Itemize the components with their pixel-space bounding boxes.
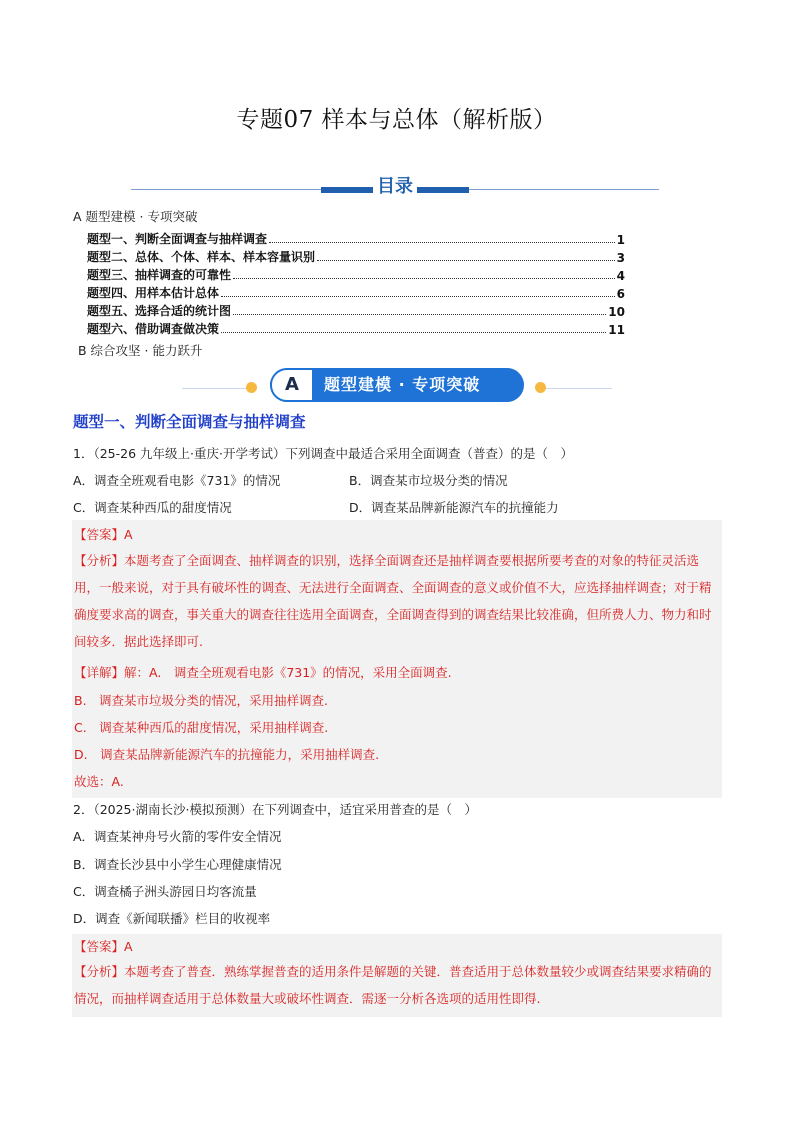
q2-stem: 2．（2025·湖南长沙·模拟预测）在下列调查中，适宜采用普查的是（ ）	[73, 802, 477, 817]
q1-detail-d: D. 调查某品牌新能源汽车的抗撞能力，采用抽样调查.	[74, 747, 380, 762]
toc-part-a: A 题型建模 · 专项突破	[73, 209, 198, 224]
toc-title: 目录	[373, 174, 417, 200]
q1-detail-b: B. 调查某市垃圾分类的情况，采用抽样调查.	[74, 693, 329, 708]
banner-pill	[270, 368, 524, 402]
q1-option-a: A．调查全班观看电影《731》的情况	[73, 473, 281, 488]
q1-detail-a: 【详解】解：A. 调查全班观看电影《731》的情况，采用全面调查.	[74, 665, 452, 680]
toc-bar-left	[321, 187, 373, 193]
q2-option-d: D．调查《新闻联播》栏目的收视率	[73, 911, 271, 926]
q1-option-c: C．调查某种西瓜的甜度情况	[73, 500, 232, 515]
toc-item-2[interactable]: 题型二、总体、个体、样本、样本容量识别 3	[87, 250, 625, 265]
toc-part-b: B 综合攻坚 · 能力跃升	[78, 343, 203, 358]
toc-bar-right	[417, 187, 469, 193]
toc-heading	[131, 174, 659, 200]
toc-item-4[interactable]: 题型四、用样本估计总体 6	[87, 286, 625, 301]
banner-dot-right	[535, 382, 546, 393]
banner-line-right	[542, 388, 612, 389]
banner-text: 题型建模 · 专项突破	[324, 375, 481, 394]
q1-option-b: B．调查某市垃圾分类的情况	[349, 473, 508, 488]
banner-dot-left	[246, 382, 257, 393]
q1-option-d: D．调查某品牌新能源汽车的抗撞能力	[349, 500, 559, 515]
page-title: 专题07 样本与总体（解析版）	[236, 107, 557, 133]
q2-option-c: C．调查橘子洲头游园日均客流量	[73, 884, 257, 899]
section-title: 题型一、判断全面调查与抽样调查	[73, 413, 306, 431]
q2-option-b: B．调查长沙县中小学生心理健康情况	[73, 857, 282, 872]
banner-letter: A	[270, 368, 314, 402]
toc-item-3[interactable]: 题型三、抽样调查的可靠性 4	[87, 268, 625, 283]
toc-item-5[interactable]: 题型五、选择合适的统计图 10	[87, 304, 625, 319]
q1-detail-c: C. 调查某种西瓜的甜度情况，采用抽样调查.	[74, 720, 329, 735]
q2-option-a: A．调查某神舟号火箭的零件安全情况	[73, 829, 282, 844]
toc-item-1[interactable]: 题型一、判断全面调查与抽样调查 1	[87, 232, 625, 247]
toc-item-6[interactable]: 题型六、借助调查做决策 11	[87, 322, 625, 337]
q2-analysis: 【分析】本题考查了普查．熟练掌握普查的适用条件是解题的关键．普查适用于总体数量较少或调查结果要求精确的情况，而抽样调查适用于总体数量大或破坏性调查．需逐一分析各选项的适用性即得.	[74, 964, 712, 1006]
section-banner	[182, 366, 612, 406]
q1-answer: 【答案】A	[74, 527, 133, 542]
q1-analysis: 【分析】本题考查了全面调查、抽样调查的识别，选择全面调查还是抽样调查要根据所要考查的对象的特征灵活选用，一般来说，对于具有破坏性的调查、无法进行全面调查、全面调查的意义或价值不大，应选择抽样调查；对于精确度要求高的调查，事关重大的调查往往选用全面调查，全面调查得到的调查结果比较准确，但所费人力、物力和时间较多．据此选择即可.	[74, 553, 712, 649]
q2-answer: 【答案】A	[74, 939, 133, 954]
q1-conclusion: 故选：A.	[74, 774, 124, 789]
q1-stem: 1．（25-26 九年级上·重庆·开学考试）下列调查中最适合采用全面调查（普查）的是（ ）	[73, 446, 573, 461]
